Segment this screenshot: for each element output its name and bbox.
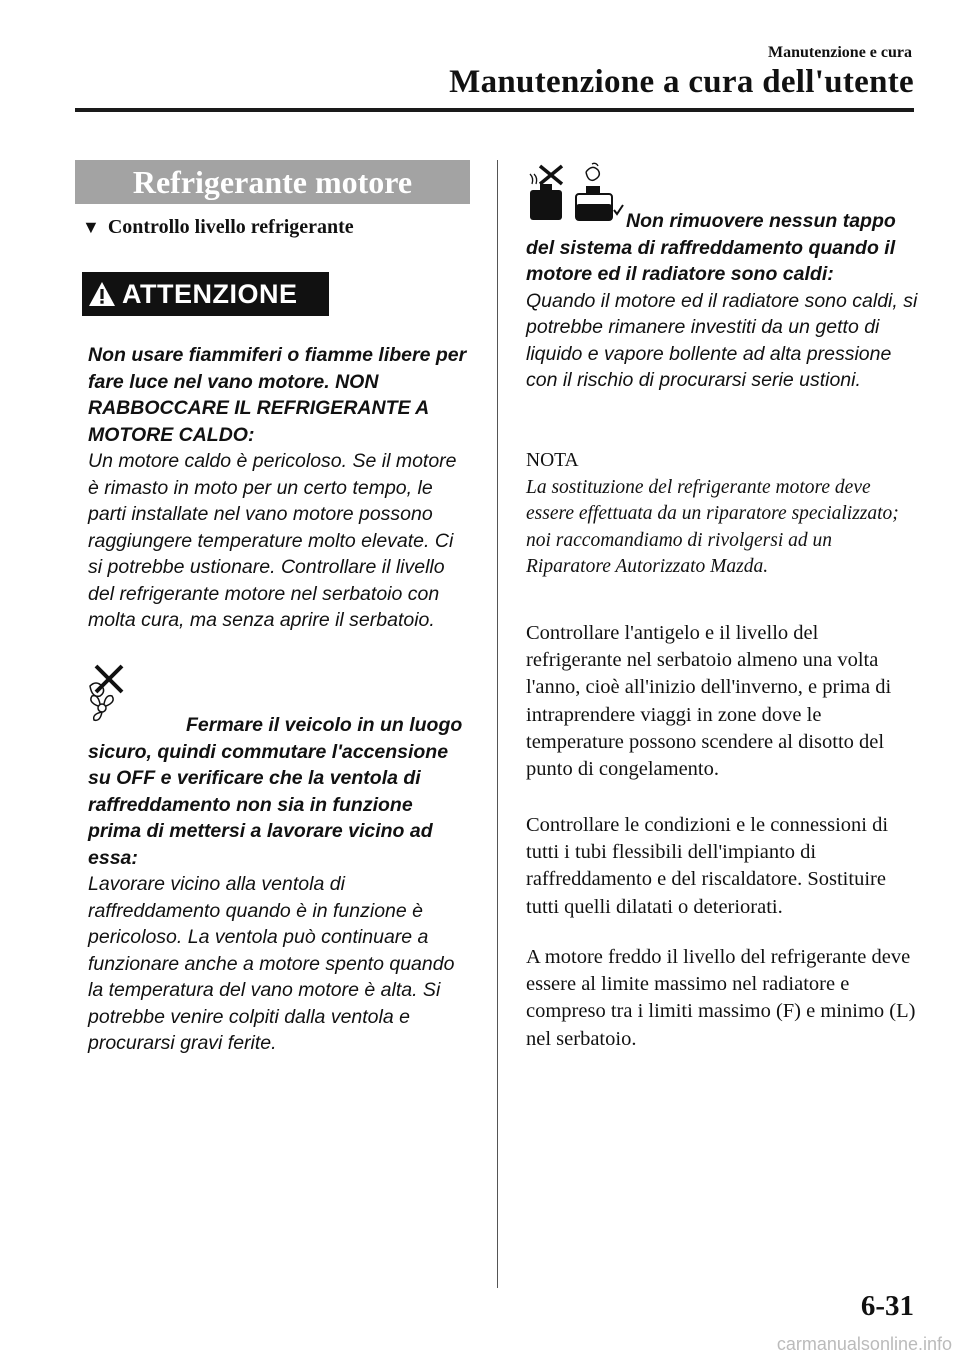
attention-banner [82, 272, 329, 316]
body-paragraph: Controllare le condizioni e le connessioni di tutti i tubi flessibili dell'impianto di raffreddamento e del riscaldatore. Sostituire tutti quelli dilatati o deteriorati. [526, 814, 889, 918]
warning-body-text: Un motore caldo è pericoloso. Se il motore è rimasto in moto per un certo tempo, le parti installate nel vano motore possono raggiungere temperature molto elevate. Ci si potrebbe ustionare. Controllare il livello del refrigerante motore nel serbatoio con molta cura, ma senza aprire il serbatoio. [88, 450, 457, 631]
warning-bold-text: Fermare il veicolo in un luogo sicuro, quindi commutare l'accensione su OFF e verificare che la ventola di raffreddamento non sia in funzione prima di mettersi a lavorare vicino ad essa: [88, 714, 463, 869]
body-paragraph: Controllare l'antigelo e il livello del refrigerante nel serbatoio almeno una volta l'anno, cioè all'inizio dell'inverno, e prima di intraprendere viaggi in zone dove le temperature possono scendere al disotto del punto di congelamento. [526, 622, 892, 781]
header-section: Manutenzione e cura [768, 44, 912, 61]
subheading [82, 216, 354, 239]
triangle-bullet-icon: ▼ [82, 217, 100, 237]
note-text: La sostituzione del refrigerante motore deve essere effettuata da un riparatore specializzato; noi raccomandiamo di rivolgersi ad un Riparatore Autorizzato Mazda. [526, 476, 899, 577]
note-title: NOTA [526, 450, 579, 471]
column-divider [497, 160, 498, 1288]
warning-body-text: Lavorare vicino alla ventola di raffreddamento quando è in funzione è pericoloso. La ventola può continuare a funzionare anche a motore spento quando la temperatura del vano motore è alta. Si potrebbe venire colpiti dalla ventola e procurarsi gravi ferite. [88, 873, 455, 1054]
warning-block-fan [88, 712, 470, 1057]
note-block [526, 448, 918, 581]
warning-block-cap [526, 208, 918, 394]
warning-block-flames [88, 342, 470, 634]
warning-triangle-icon [82, 281, 122, 307]
warning-body-text: Quando il motore ed il radiatore sono caldi, si potrebbe rimanere investiti da un getto di liquido e vapore bollente ad alta pressione con il rischio di procurarsi serie ustioni. [526, 289, 918, 391]
subheading-text: Controllo livello refrigerante [107, 216, 354, 238]
header-chapter: Manutenzione a cura dell'utente [449, 64, 914, 100]
watermark: carmanualsonline.info [776, 1334, 952, 1354]
warning-bold-text: Non usare fiammiferi o fiamme libere per fare luce nel vano motore. NON RABBOCCARE IL REFRIGERANTE A MOTORE CALDO: [88, 344, 467, 446]
attention-label: ATTENZIONE [122, 278, 298, 309]
header-rule [75, 108, 914, 112]
warning-bold-text: Non rimuovere nessun tappo del sistema di raffreddamento quando il motore ed il radiatore sono caldi: [526, 210, 896, 285]
page-number: 6-31 [860, 1290, 914, 1322]
section-title: Refrigerante motore [75, 160, 470, 204]
body-paragraph: A motore freddo il livello del refrigerante deve essere al limite massimo nel radiatore e compreso tra i limiti massimo (F) e minimo (L) nel serbatoio. [526, 946, 916, 1050]
